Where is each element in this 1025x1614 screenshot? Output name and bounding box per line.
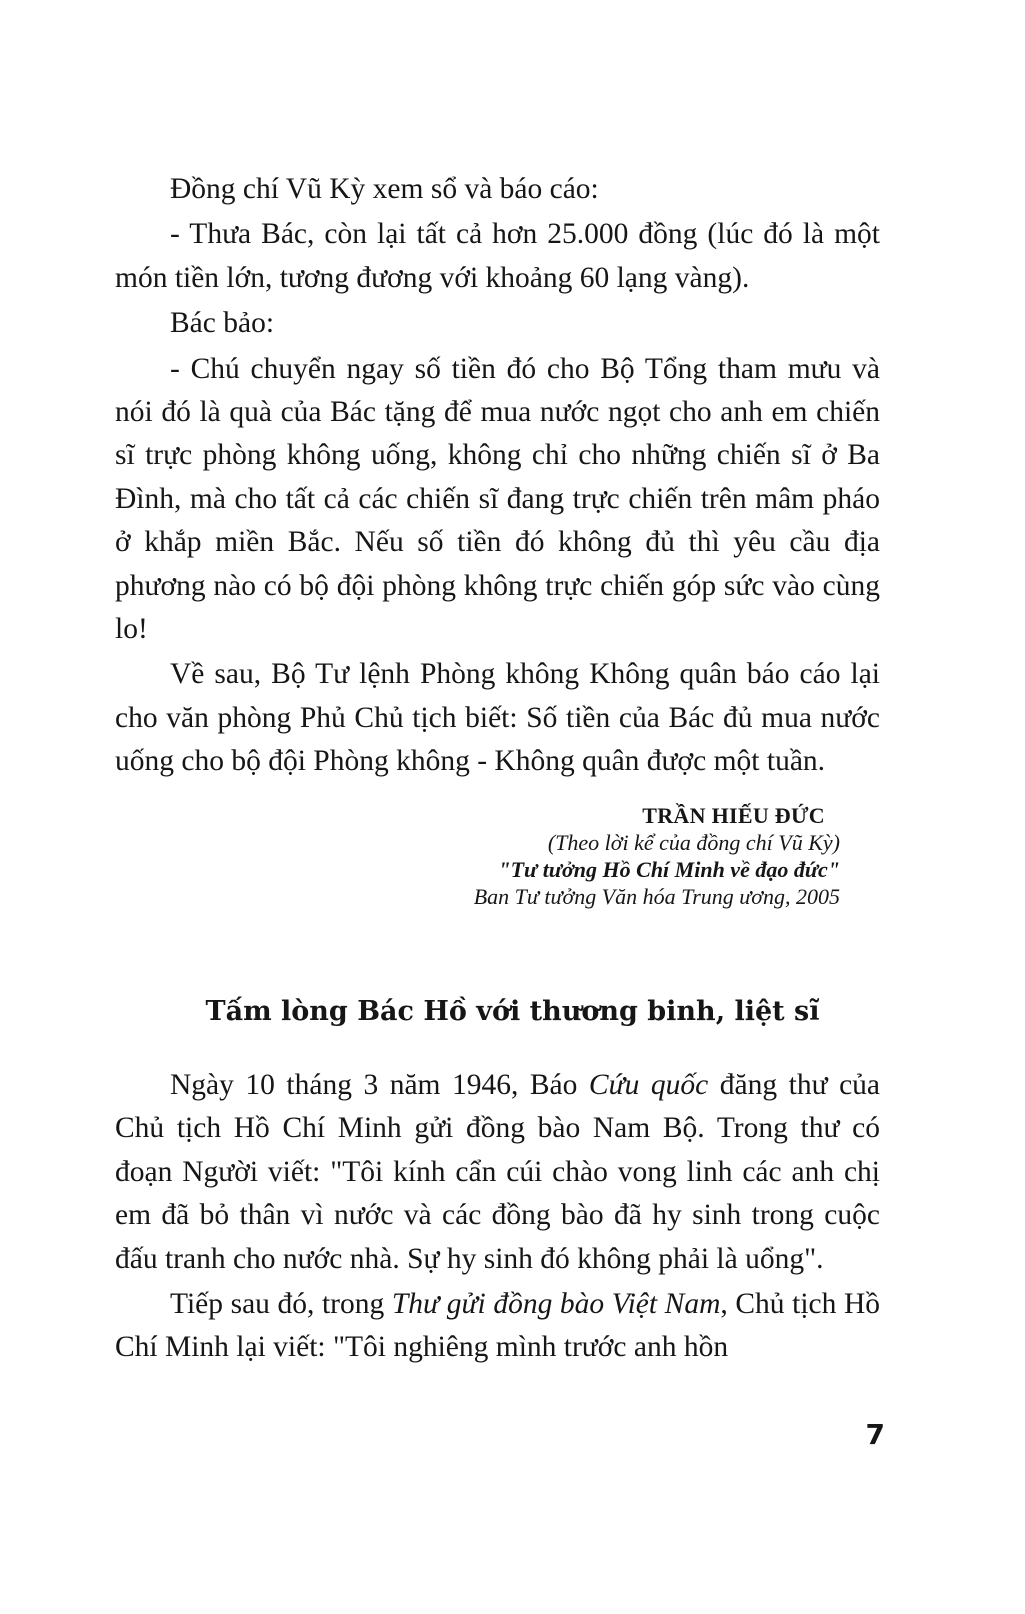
paragraph bbox=[115, 1064, 880, 1281]
paragraph: - Chú chuyển ngay số tiền đó cho Bộ Tổng tham mưu và nói đó là quà của Bác tặng để mua nước ngọt cho anh em chiến sĩ trực phòng không uống, không chỉ cho những chiến sĩ ở Ba Đình, mà cho tất cả các chiến sĩ đang trực chiến trên mâm pháo ở khắp miền Bắc. Nếu số tiền đó không đủ thì yêu cầu địa phương nào có bộ đội phòng không trực chiến góp sức vào cùng lo! bbox=[115, 352, 880, 646]
paragraph: Về sau, Bộ Tư lệnh Phòng không Không quân báo cáo lại cho văn phòng Phủ Chủ tịch biết: Số tiền của Bác đủ mua nước uống cho bộ đội Phòng không - Không quân được một tuần. bbox=[115, 658, 880, 778]
citation-note: (Theo lời kể của đồng chí Vũ Kỳ) bbox=[547, 829, 840, 855]
paragraph bbox=[115, 1283, 880, 1370]
letter-title: Thư gửi đồng bào Việt Nam bbox=[391, 1288, 721, 1321]
newspaper-name: Cứu quốc bbox=[588, 1069, 709, 1101]
text-run: , Chủ tịch Hồ Chí Minh lại viết: "Tôi nghiêng mình trước anh hồn bbox=[115, 1288, 881, 1364]
citation-block bbox=[115, 802, 840, 910]
citation-book-title: "Tư tưởng Hồ Chí Minh về đạo đức" bbox=[498, 856, 840, 882]
text-run: Ngày 10 tháng 3 năm 1946, Báo bbox=[170, 1069, 589, 1101]
paragraph: Bác bảo: bbox=[170, 307, 275, 340]
citation-author: TRẦN HIẾU ĐỨC bbox=[642, 802, 825, 828]
text-run: Tiếp sau đó, trong bbox=[170, 1288, 392, 1321]
upper-text-block bbox=[115, 168, 880, 910]
section-body bbox=[115, 1064, 880, 1372]
section-heading: Tấm lòng Bác Hồ với thương binh, liệt sĩ bbox=[205, 996, 820, 1027]
paragraph: - Thưa Bác, còn lại tất cả hơn 25.000 đồng (lúc đó là một món tiền lớn, tương đương với khoảng 60 lạng vàng). bbox=[115, 218, 880, 294]
page-number: 7 bbox=[865, 1418, 885, 1451]
text-run: đăng thư của Chủ tịch Hồ Chí Minh gửi đồng bào Nam Bộ. Trong thư có đoạn Người viết: "Tôi kính cẩn cúi chào vong linh các anh chị em đã bỏ thân vì nước và các đồng bào đã hy sinh trong cuộc đấu tranh cho nước nhà. Sự hy sinh đó không phải là uổng". bbox=[115, 1069, 881, 1275]
citation-publisher: Ban Tư tưởng Văn hóa Trung ương, 2005 bbox=[473, 883, 840, 909]
paragraph: Đồng chí Vũ Kỳ xem sổ và báo cáo: bbox=[170, 173, 599, 205]
